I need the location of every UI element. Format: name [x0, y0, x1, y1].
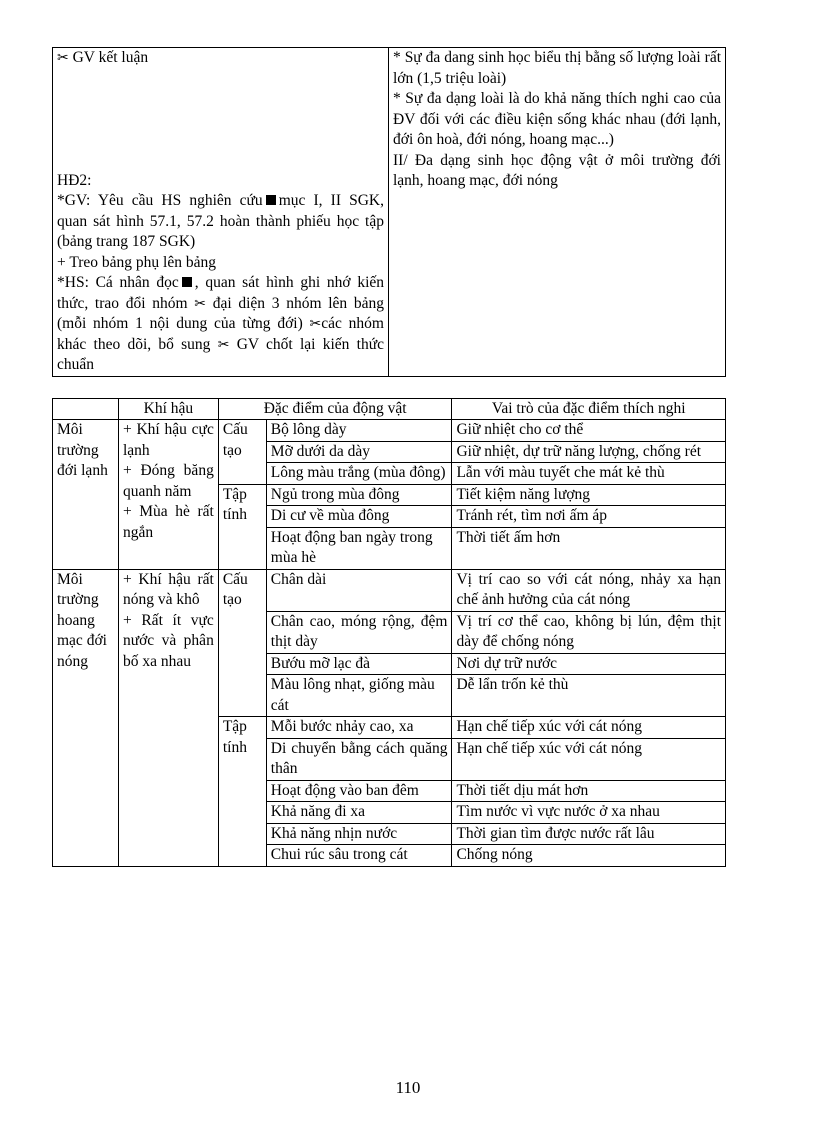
feature-cell: Bộ lông dày [266, 420, 452, 442]
role-cell: Thời gian tìm được nước rất lâu [452, 823, 726, 845]
content-point-2: * Sự đa dạng loài là do khả năng thích nghi cao của ĐV đối với các điều kiện sống khác nhau (đới lạnh, đới ôn hoà, đới nóng, hoang mạc...) [393, 90, 721, 148]
hs-instruction: *HS: Cá nhân đọc , quan sát hình ghi nhớ kiến thức, trao đổi nhóm ✂ đại diện 3 nhóm lên bảng (mỗi nhóm 1 nội dung của từng đới) ✂các nhóm khác theo dõi, bổ sung ✂ GV chốt lại kiến thức chuẩn [57, 274, 385, 373]
spacer [57, 69, 384, 171]
header-features: Đặc điểm của động vật [218, 398, 452, 420]
feature-cell: Chân dài [266, 569, 452, 611]
feature-cell: Di cư về mùa đông [266, 506, 452, 528]
feature-cell: Mỗi bước nhảy cao, xa [266, 717, 452, 739]
group-structure: Cấu tạo [218, 420, 266, 485]
content-cell [389, 48, 726, 377]
role-cell: Tránh rét, tìm nơi ấm áp [452, 506, 726, 528]
gv-instruction: *GV: Yêu cầu HS nghiên cứu mục I, II SGK, quan sát hình 57.1, 57.2 hoàn thành phiếu học tập (bảng trang 187 SGK) [57, 192, 384, 250]
climate-hot: + Khí hậu rất nóng và khô + Rất ít vực nước và phân bố xa nhau [118, 569, 218, 866]
header-climate: Khí hậu [118, 398, 218, 420]
feature-cell: Chui rúc sâu trong cát [266, 845, 452, 867]
table-header-row [53, 398, 726, 420]
role-cell: Thời tiết ấm hơn [452, 527, 726, 569]
header-role: Vai trò của đặc điểm thích nghi [452, 398, 726, 420]
role-cell: Vị trí cơ thể cao, không bị lún, đệm thịt dày để chống nóng [452, 611, 726, 653]
header-environment [53, 398, 119, 420]
table-row [53, 420, 726, 442]
scissors-icon: ✂ [309, 316, 322, 332]
feature-cell: Khả năng đi xa [266, 802, 452, 824]
feature-cell: Hoạt động ban ngày trong mùa hè [266, 527, 452, 569]
env-cold: Môi trường đới lạnh [53, 420, 119, 570]
conclusion-line: ✂ GV kết luận [57, 49, 149, 66]
role-cell: Giữ nhiệt cho cơ thể [452, 420, 726, 442]
content-point-1: * Sự đa dang sinh học biểu thị bằng số lượng loài rất lớn (1,5 triệu loài) [393, 49, 721, 87]
feature-cell: Màu lông nhạt, giống màu cát [266, 675, 452, 717]
group-structure: Cấu tạo [218, 569, 266, 717]
group-behavior: Tập tính [218, 484, 266, 569]
feature-cell: Chân cao, móng rộng, đệm thịt dày [266, 611, 452, 653]
feature-cell: Bướu mỡ lạc đà [266, 653, 452, 675]
feature-cell: Khả năng nhịn nước [266, 823, 452, 845]
env-hot: Môi trường hoang mạc đới nóng [53, 569, 119, 866]
teacher-activity-cell [53, 48, 389, 377]
page-number: 110 [395, 1078, 421, 1097]
section-heading-2: II/ Đa dạng sinh học động vật ở môi trường đới lạnh, hoang mạc, đới nóng [393, 151, 721, 189]
group-behavior: Tập tính [218, 717, 266, 867]
role-cell: Hạn chế tiếp xúc với cát nóng [452, 738, 726, 780]
feature-cell: Mỡ dưới da dày [266, 441, 452, 463]
feature-cell: Lông màu trắng (mùa đông) [266, 463, 452, 485]
scissors-icon: ✂ [57, 50, 69, 66]
black-square-icon [266, 195, 276, 205]
feature-cell: Di chuyển bằng cách quăng thân [266, 738, 452, 780]
role-cell: Tìm nước vì vực nước ở xa nhau [452, 802, 726, 824]
role-cell: Chống nóng [452, 845, 726, 867]
feature-cell: Hoạt động vào ban đêm [266, 780, 452, 802]
treo-line: + Treo bảng phụ lên bảng [57, 253, 216, 271]
climate-cold: + Khí hậu cực lạnh + Đóng băng quanh năm + Mùa hè rất ngắn [118, 420, 218, 570]
role-cell: Lẫn với màu tuyết che mát kẻ thù [452, 463, 726, 485]
activity-table [52, 47, 726, 377]
role-cell: Tiết kiệm năng lượng [452, 484, 726, 506]
adaptation-table [52, 398, 726, 867]
role-cell: Giữ nhiệt, dự trữ năng lượng, chống rét [452, 441, 726, 463]
table-row [53, 569, 726, 611]
role-cell: Vị trí cao so với cát nóng, nhảy xa hạn chế ảnh hưởng của cát nóng [452, 569, 726, 611]
scissors-icon: ✂ [194, 295, 206, 312]
role-cell: Nơi dự trữ nước [452, 653, 726, 675]
hd2-heading: HĐ2: [57, 171, 92, 189]
role-cell: Hạn chế tiếp xúc với cát nóng [452, 717, 726, 739]
activity-row [53, 48, 726, 377]
feature-cell: Ngủ trong mùa đông [266, 484, 452, 506]
page [52, 47, 726, 867]
black-square-icon [182, 277, 192, 287]
role-cell: Dễ lẩn trốn kẻ thù [452, 675, 726, 717]
scissors-icon: ✂ [217, 336, 230, 353]
role-cell: Thời tiết dịu mát hơn [452, 780, 726, 802]
